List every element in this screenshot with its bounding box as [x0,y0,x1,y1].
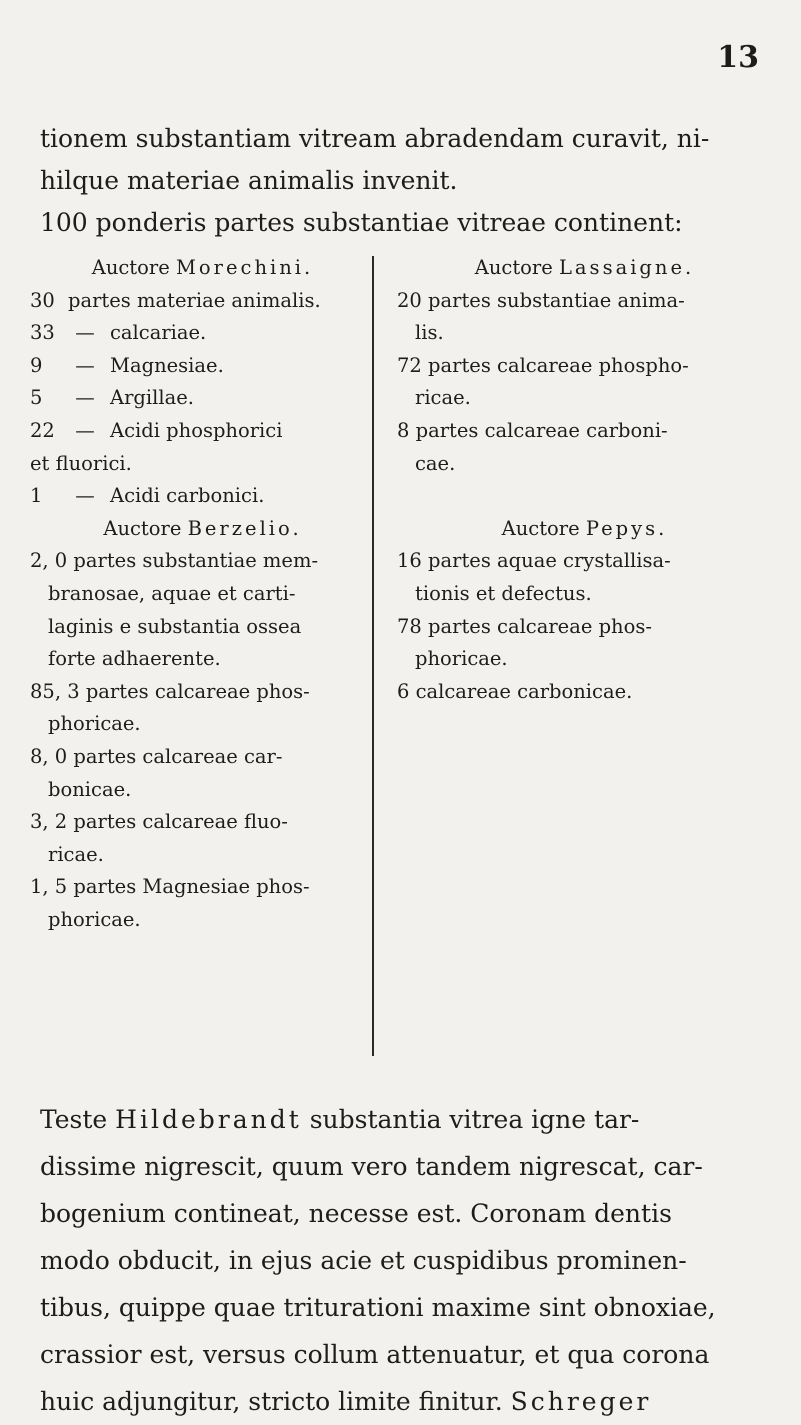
entry-line: phoricae. [48,907,141,931]
entry-line: 2, 0 partes substantiae mem- [30,549,319,573]
list-item [30,382,375,415]
heading-prefix: Auctore [501,516,580,540]
heading-prefix: Auctore [474,256,553,279]
entry-number: 1 [30,484,43,508]
heading-prefix: Auctore [91,256,170,279]
entry-text: Magnesiae. [110,353,224,377]
text-line: 100 ponderis partes substantiae vitreae continent: [40,208,683,237]
author-name: Pepys. [585,516,668,540]
entry-number: 33 [30,321,55,345]
entry-text: Acidi phosphorici [110,418,283,442]
entry-line: 85, 3 partes calcareae phos- [30,679,310,703]
entry-line: 6 calcareae carbonicae. [397,679,633,703]
text-line: Teste Hildebrandt substantia vitrea igne tar- [40,1105,640,1134]
list-item [30,285,375,318]
entry-dash: — [75,418,95,442]
entry-text: Acidi carbonici. [110,484,265,508]
intro-paragraph [40,118,770,244]
list-item [30,480,375,513]
heading-pepys [397,513,772,546]
entry-line: phoricae. [48,712,141,736]
page-number: 13 [717,40,759,75]
entry-line: lis. [415,321,444,345]
text-line: hilque materiae animalis invenit. [40,166,458,195]
entry-line: 1, 5 partes Magnesiae phos- [30,875,310,899]
entry-line: 78 partes calcareae phos- [397,614,652,638]
author-name: Schreger [510,1387,652,1416]
spacer [397,480,772,513]
text-line: dissime nigrescit, quum vero tandem nigrescat, car- [40,1152,703,1181]
right-column [397,252,772,708]
entry-text: calcariae. [110,321,207,345]
entry-number: 5 [30,386,43,410]
entry-number: 9 [30,353,43,377]
entry-line: forte adhaerente. [48,647,221,671]
entry-line: branosae, aquae et carti- [48,581,296,605]
entry-number: 22 [30,418,55,442]
entry-line: 8 partes calcareae carboni- [397,418,668,442]
entry-dash: — [75,386,95,410]
author-name: Morechini. [175,256,314,279]
author-name: Lassaigne. [558,256,695,279]
entry-text: partes materiae animalis. [68,288,321,312]
heading-lassaigne [397,252,772,285]
left-column [30,252,375,936]
entry-line: tionis et defectus. [415,581,592,605]
entry-number: 30 [30,288,55,312]
entry-line: bonicae. [48,777,132,801]
list-item [30,350,375,383]
entry-line: ricae. [48,842,104,866]
entry-line: phoricae. [415,647,508,671]
heading-morechini [30,252,375,285]
text-line: modo obducit, in ejus acie et cuspidibus prominen- [40,1246,687,1275]
composition-table [30,252,780,1064]
entry-text: Argillae. [110,386,194,410]
entry-line: cae. [415,451,456,475]
heading-prefix: Auctore [103,516,182,540]
text-line: huic adjungitur, stricto limite finitur. Schreger [40,1387,652,1416]
entry-dash: — [75,484,95,508]
body-paragraph [40,1096,770,1425]
text-line: tionem substantiam vitream abradendam curavit, ni- [40,124,710,153]
heading-berzelio [30,513,375,546]
text-line: tibus, quippe quae triturationi maxime sint obnoxiae, [40,1293,716,1322]
entry-line: laginis e substantia ossea [48,614,302,638]
entry-line: 8, 0 partes calcareae car- [30,744,283,768]
entry-dash: — [75,321,95,345]
entry-line: 20 partes substantiae anima- [397,288,685,312]
author-name: Berzelio. [187,516,302,540]
text-line: bogenium contineat, necesse est. Coronam dentis [40,1199,672,1228]
author-name: Hildebrandt [115,1105,302,1134]
entry-line: ricae. [415,386,471,410]
entry-line: 16 partes aquae crystallisa- [397,549,671,573]
entry-dash: — [75,353,95,377]
text-line: crassior est, versus collum attenuatur, et qua corona [40,1340,710,1369]
entry-line: 72 partes calcareae phospho- [397,353,689,377]
list-item [30,415,375,448]
list-item [30,317,375,350]
entry-line: 3, 2 partes calcareae fluo- [30,810,288,834]
entry-continuation: et fluorici. [30,451,132,475]
